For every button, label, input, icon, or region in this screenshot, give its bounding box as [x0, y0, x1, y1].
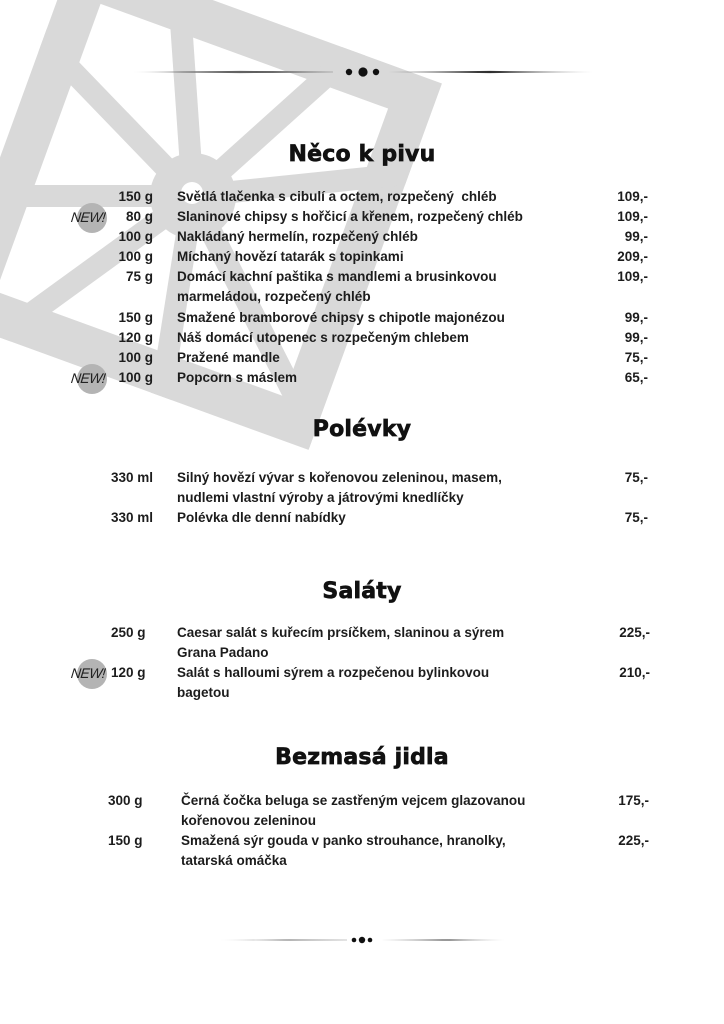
top-divider [0, 60, 724, 84]
item-price: 75,- [624, 510, 648, 526]
item-price: 99,- [624, 229, 648, 245]
item-weight: 300 g [108, 793, 143, 808]
menu-item [0, 247, 724, 267]
item-description: Nakládaný hermelín, rozpečený chléb [177, 229, 418, 245]
item-description: Salát s halloumi sýrem a rozpečenou bylinkovou bagetou [177, 665, 490, 701]
item-weight: 150 g [118, 189, 153, 204]
item-weight: 80 g [125, 209, 153, 225]
menu-item [0, 328, 724, 348]
item-description: Černá čočka beluga se zastřeným vejcem glazovanou kořenovou zeleninou [181, 793, 526, 829]
section-title-salaty: Saláty [322, 579, 402, 604]
section-title-neco-k-pivu: Něco k pivu [288, 142, 436, 167]
three-dot-divider-icon [352, 937, 373, 943]
item-price: 175,- [618, 793, 649, 808]
item-price: 65,- [624, 369, 648, 385]
item-weight: 330 ml [111, 510, 154, 526]
menu-item [0, 791, 724, 831]
item-price: 209,- [617, 249, 648, 265]
menu-item [0, 308, 724, 328]
item-price: 109,- [617, 269, 648, 285]
menu-item [0, 831, 724, 871]
section-polevky [0, 468, 724, 528]
item-description: Polévka dle denní nabídky [177, 510, 346, 526]
item-weight: 120 g [111, 665, 146, 681]
item-description: Náš domácí utopenec s rozpečeným chlebem [177, 329, 469, 345]
item-weight: 330 ml [111, 470, 154, 485]
item-weight: 120 g [118, 329, 153, 345]
item-description: Světlá tlačenka s cibulí a octem, rozpečený chléb [177, 189, 497, 204]
item-description: Domácí kachní paštika s mandlemi a brusinkovou marmeládou, rozpečený chléb [177, 269, 497, 305]
item-weight: 100 g [118, 249, 153, 265]
menu-item [0, 468, 724, 508]
item-description: Popcorn s máslem [177, 369, 298, 385]
menu-item [0, 267, 724, 307]
item-description: Smažená sýr gouda v panko strouhance, hranolky, tatarská omáčka [181, 833, 506, 869]
item-weight: 75 g [125, 269, 153, 285]
new-badge: NEW! [68, 202, 110, 232]
menu-item [0, 508, 724, 528]
new-badge: NEW! [68, 363, 110, 393]
bottom-divider [0, 928, 724, 952]
new-badge: NEW! [68, 658, 110, 688]
item-weight: 100 g [118, 349, 153, 365]
item-price: 225,- [618, 833, 649, 849]
item-description: Silný hovězí vývar s kořenovou zeleninou, masem, nudlemi vlastní výroby a játrovými knedlíčky [177, 470, 502, 506]
item-weight: 150 g [118, 309, 153, 325]
item-description: Míchaný hovězí tatarák s topinkami [177, 249, 404, 265]
section-salaty [0, 623, 724, 703]
item-description: Smažené bramborové chipsy s chipotle majonézou [177, 309, 505, 325]
item-price: 225,- [619, 625, 650, 640]
item-weight: 100 g [118, 369, 153, 385]
menu-item [0, 663, 724, 703]
section-bezmasa-jidla [0, 791, 724, 871]
item-price: 75,- [624, 349, 648, 365]
item-price: 99,- [624, 329, 648, 345]
item-price: 99,- [624, 309, 648, 325]
item-price: 210,- [619, 665, 650, 681]
item-price: 109,- [617, 209, 648, 225]
section-title-polevky: Polévky [312, 417, 412, 442]
item-price: 109,- [617, 189, 648, 204]
menu-item [0, 623, 724, 663]
item-weight: 250 g [111, 625, 146, 640]
item-description: Caesar salát s kuřecím prsíčkem, slaninou a sýrem Grana Padano [177, 625, 505, 661]
menu-item [0, 368, 724, 388]
menu-item [0, 207, 724, 227]
three-dot-divider-icon [346, 67, 379, 76]
item-price: 75,- [624, 470, 648, 485]
section-neco-k-pivu [0, 187, 724, 388]
menu-item [0, 227, 724, 247]
item-description: Pražené mandle [177, 349, 280, 365]
section-title-bezmasa-jidla: Bezmasá jidla [275, 745, 449, 770]
item-weight: 100 g [118, 229, 153, 245]
item-weight: 150 g [108, 833, 143, 849]
item-description: Slaninové chipsy s hořčicí a křenem, rozpečený chléb [177, 209, 523, 225]
